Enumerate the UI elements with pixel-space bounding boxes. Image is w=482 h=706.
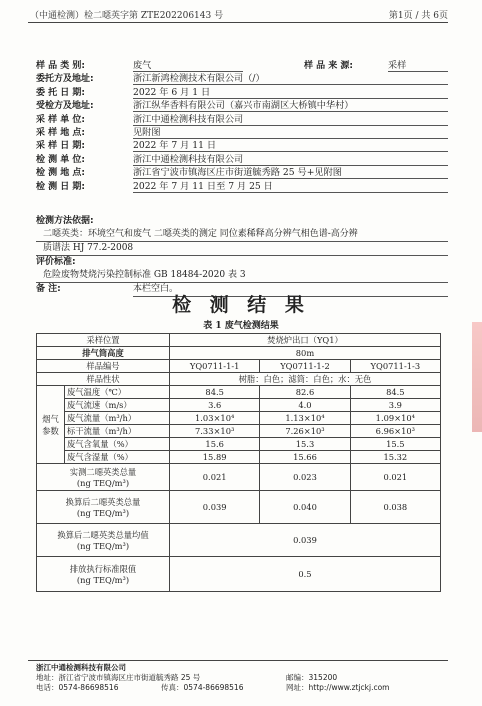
param-name: 废气温度（℃） [65, 386, 170, 399]
footer-postcode: 邮编：315200 [286, 673, 338, 682]
sample-date-label: 采 样 日 期: [36, 141, 85, 152]
param-value: 15.3 [260, 438, 350, 451]
footer-address: 地址：浙江省宁波市镇海区庄市街道毓秀路 25 号 [36, 673, 201, 682]
basis-line2: 质谱法 HJ 77.2-2008 [36, 242, 448, 256]
note-label: 备 注: [36, 284, 61, 294]
measured-label: 实测二噁英类总量 [69, 467, 137, 477]
sample-site: 见附图 [133, 124, 448, 139]
subject: 浙江纵华香料有限公司（嘉兴市南湖区大桥镇中华村） [133, 97, 448, 112]
param-value: 15.5 [350, 438, 440, 451]
param-name: 废气流量（m³/h） [65, 412, 170, 425]
param-value: 3.9 [350, 399, 440, 412]
converted-value: 0.040 [260, 491, 350, 524]
measured-label-cell [37, 464, 170, 491]
nature-label-cell: 样品性状 [37, 373, 170, 386]
lab-label: 检 测 单 位: [36, 154, 85, 165]
param-value: 3.6 [170, 399, 260, 412]
id-cell: YQ0711-1-3 [350, 360, 440, 373]
site-label-cell: 采样位置 [37, 334, 170, 347]
date-label: 委 托 日 期: [36, 87, 85, 98]
client-label: 委托方及地址: [36, 74, 94, 85]
eval-title: 评价标准: [36, 257, 76, 267]
seal-stamp [472, 322, 482, 432]
param-name: 废气含湿量（%） [65, 451, 170, 464]
sample-source-label: 样 品 来 源: [304, 61, 353, 71]
limit-value: 0.5 [170, 557, 441, 592]
page-footer [36, 663, 448, 693]
limit-label-cell [37, 557, 170, 592]
result-title: 检 测 结 果 [172, 294, 310, 316]
sample-type-label: 样 品 类 别: [36, 61, 85, 71]
test-date-label: 检 测 日 期: [36, 181, 85, 192]
height-cell: 80m [170, 347, 441, 360]
site-label: 采 样 地 点: [36, 127, 85, 138]
param-value: 15.32 [350, 451, 440, 464]
param-value: 15.89 [170, 451, 260, 464]
param-value: 1.09×10⁴ [350, 412, 440, 425]
site-cell: 焚烧炉出口（YQ1） [170, 334, 441, 347]
param-value: 15.66 [260, 451, 350, 464]
page-number: 第1页 / 共 6页 [388, 11, 448, 21]
avg-label: 换算后二噁英类总量均值 [57, 530, 149, 540]
measured-value: 0.021 [170, 464, 260, 491]
param-value: 4.0 [260, 399, 350, 412]
sample-source: 采样 [388, 57, 448, 72]
param-value: 6.96×10³ [350, 425, 440, 438]
page-header [30, 8, 448, 21]
basis-section [36, 215, 448, 297]
param-value: 1.13×10⁴ [260, 412, 350, 425]
param-value: 7.26×10³ [260, 425, 350, 438]
commission-date: 2022 年 6 月 1 日 [133, 84, 448, 99]
limit-label: 排放执行标准限值 [69, 564, 137, 574]
param-value: 15.6 [170, 438, 260, 451]
param-value: 84.5 [350, 386, 440, 399]
measured-value: 0.021 [350, 464, 440, 491]
footer-divider [28, 660, 448, 661]
subject-label: 受检方及地址: [36, 101, 94, 112]
height-label-cell: 排气筒高度 [37, 347, 170, 360]
footer-web: 网址：http://www.ztjckj.com [286, 683, 390, 692]
id-label-cell: 样品编号 [37, 360, 170, 373]
client: 浙江新鸿检测技术有限公司（/） [133, 70, 448, 85]
lab-addr-label: 检 测 地 点: [36, 168, 85, 179]
converted-label-cell [37, 491, 170, 524]
param-value: 82.6 [260, 386, 350, 399]
sample-date: 2022 年 7 月 11 日 [133, 137, 448, 152]
footer-tel: 电话：0574-86698516 [36, 683, 119, 692]
eval-standard: 危险废物焚烧污染控制标准 GB 18484-2020 表 3 [36, 269, 448, 283]
converted-value: 0.039 [170, 491, 260, 524]
measured-value: 0.023 [260, 464, 350, 491]
param-name: 标干流量（m³/h） [65, 425, 170, 438]
avg-unit: (ng TEQ/m³) [76, 541, 130, 551]
footer-company: 浙江中通检测科技有限公司 [36, 663, 126, 672]
sample-type: 废气 [133, 57, 243, 72]
converted-unit: (ng TEQ/m³) [76, 508, 130, 518]
group-cell: 烟气 参数 [37, 386, 65, 464]
footer-fax: 传真：0574-86698516 [161, 683, 244, 692]
param-name: 废气含氧量（%） [65, 438, 170, 451]
note: 本栏空白。 [133, 283, 448, 297]
info-section [36, 57, 448, 191]
converted-value: 0.038 [350, 491, 440, 524]
lab: 浙江中通检测科技有限公司 [133, 151, 448, 166]
avg-label-cell [37, 524, 170, 557]
limit-unit: (ng TEQ/m³) [76, 575, 130, 585]
result-table [36, 333, 441, 592]
id-cell: YQ0711-1-1 [170, 360, 260, 373]
lab-address: 浙江省宁波市镇海区庄市街道毓秀路 25 号+见附图 [133, 164, 448, 179]
param-name: 废气流速（m/s） [65, 399, 170, 412]
avg-value: 0.039 [170, 524, 441, 557]
nature-cell: 树脂：白色；滤筒：白色；水：无色 [170, 373, 441, 386]
param-value: 84.5 [170, 386, 260, 399]
header-divider [28, 22, 448, 23]
measured-unit: (ng TEQ/m³) [76, 478, 130, 488]
basis-title: 检测方法依据: [36, 216, 94, 226]
basis-line1: 二噁英类：环境空气和废气 二噁英类的测定 同位素稀释高分辨气相色谱-高分辨 [36, 228, 448, 242]
converted-label: 换算后二噁英类总量 [65, 497, 141, 507]
sampler: 浙江中通检测科技有限公司 [133, 111, 448, 126]
table-title: 表 1 废气检测结果 [203, 321, 279, 331]
id-cell: YQ0711-1-2 [260, 360, 350, 373]
test-date: 2022 年 7 月 11 日至 7 月 25 日 [133, 178, 448, 193]
report-number: （中通检测）检二噁英字第 ZTE202206143 号 [30, 11, 224, 21]
param-value: 7.33×10³ [170, 425, 260, 438]
param-value: 1.03×10⁴ [170, 412, 260, 425]
sampler-label: 采 样 单 位: [36, 114, 85, 125]
